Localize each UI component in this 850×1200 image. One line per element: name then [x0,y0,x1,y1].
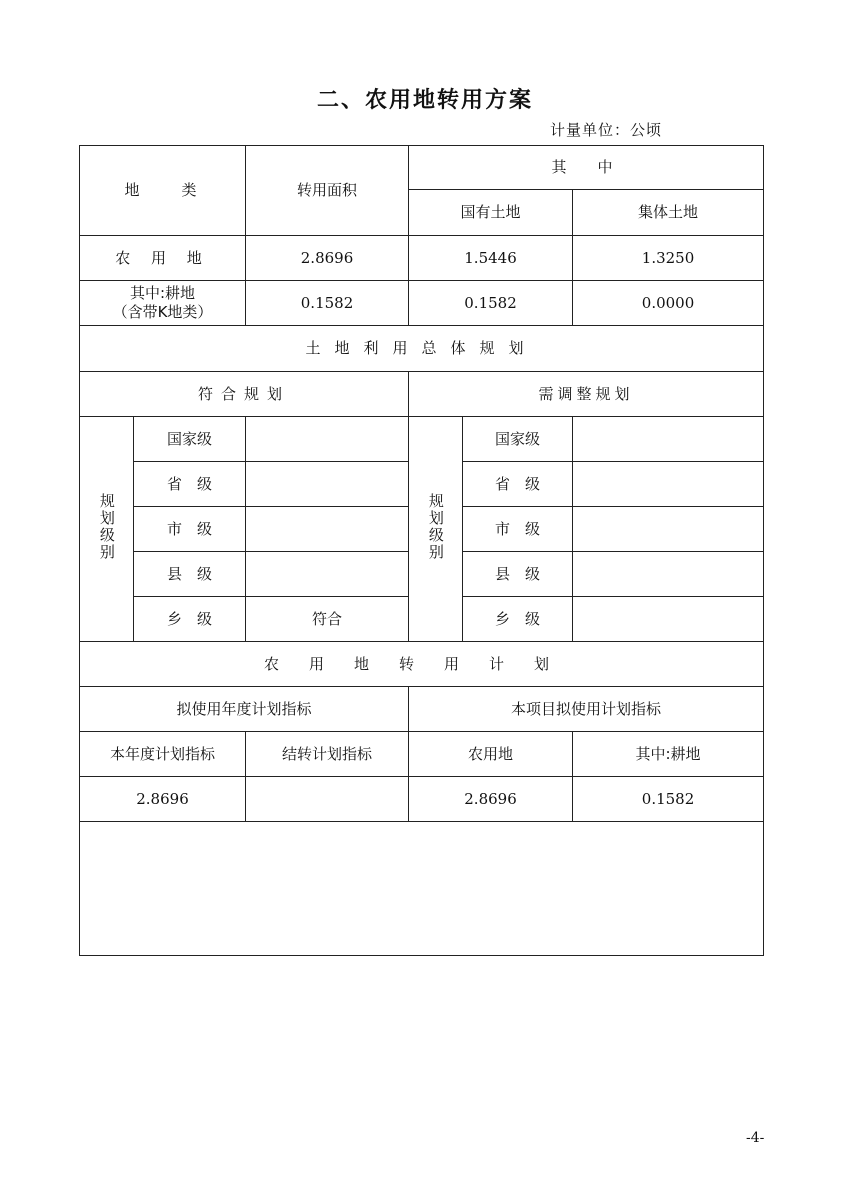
table-row [80,236,764,281]
level-value [246,552,409,597]
level-label: 乡 级 [463,597,573,642]
project-indicator-title: 本项目拟使用计划指标 [409,687,764,732]
level-value [573,597,764,642]
conforming-title: 符合规划 [80,372,409,417]
collective-land-value: 1.3250 [573,236,764,281]
level-label: 县 级 [134,552,246,597]
adjustment-vertical-label: 规划级别 [409,417,463,642]
conforming-vertical-label: 规划级别 [80,417,134,642]
header-annual-plan: 本年度计划指标 [80,732,246,777]
header-of-which: 其 中 [409,146,764,190]
header-converted-area: 转用面积 [246,146,409,236]
converted-area-value: 2.8696 [246,236,409,281]
level-value [246,462,409,507]
row-label: 其中:耕地 （含带K地类） [80,281,246,326]
unit-label: 计量单位：公顷 [550,121,663,139]
level-value [573,462,764,507]
level-label: 国家级 [134,417,246,462]
row-label: 农 用 地 [80,236,246,281]
table-row [80,281,764,326]
level-label: 国家级 [463,417,573,462]
planning-section-title: 土地利用总体规划 [80,326,764,372]
level-label: 省 级 [463,462,573,507]
level-value [246,417,409,462]
needs-adjustment-title: 需调整规划 [409,372,764,417]
header-cultivated-land: 其中:耕地 [573,732,764,777]
annual-indicator-title: 拟使用年度计划指标 [80,687,409,732]
carryover-plan-value [246,777,409,822]
level-label: 省 级 [134,462,246,507]
page-number: -4- [746,1130,765,1146]
document-title: 二、农用地转用方案 [316,88,533,113]
conversion-plan-title: 农用地转用计划 [80,642,764,687]
level-value: 符合 [246,597,409,642]
converted-area-value: 0.1582 [246,281,409,326]
land-conversion-table [79,145,764,956]
remarks-area [80,822,764,956]
level-value [573,417,764,462]
table-row [80,777,764,822]
state-land-value: 0.1582 [409,281,573,326]
level-label: 县 级 [463,552,573,597]
level-label: 乡 级 [134,597,246,642]
header-collective-land: 集体土地 [573,190,764,236]
cultivated-land-value: 0.1582 [573,777,764,822]
state-land-value: 1.5446 [409,236,573,281]
level-value [573,552,764,597]
level-label: 市 级 [463,507,573,552]
header-land-type: 地 类 [80,146,246,236]
collective-land-value: 0.0000 [573,281,764,326]
header-agricultural-land: 农用地 [409,732,573,777]
level-label: 市 级 [134,507,246,552]
level-value [573,507,764,552]
level-value [246,507,409,552]
header-state-land: 国有土地 [409,190,573,236]
annual-plan-value: 2.8696 [80,777,246,822]
agricultural-land-value: 2.8696 [409,777,573,822]
header-carryover-plan: 结转计划指标 [246,732,409,777]
